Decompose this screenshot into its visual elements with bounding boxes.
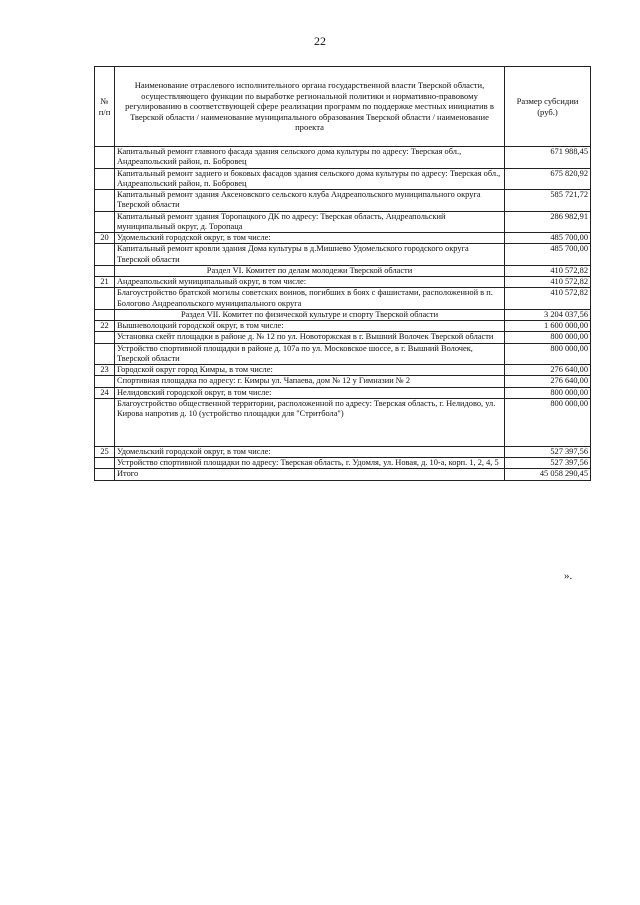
row-amount: 527 397,56: [505, 458, 591, 469]
row-number: [95, 469, 115, 480]
row-number: 22: [95, 321, 115, 332]
row-amount: 410 572,82: [505, 265, 591, 276]
table-row: [95, 332, 591, 343]
header-num: № п/п: [95, 67, 115, 147]
header-name: Наименование отраслевого исполнительного органа государственной власти Тверской области, осуществляющего функции по выработке региональной политики и нормативно-правовому регулированию в соответствующей сфере реализации программ по поддержке местных инициатив в Тверской области / наименование муниципального образования Тверской области / наименование проекта: [115, 67, 505, 147]
row-amount: 1 600 000,00: [505, 321, 591, 332]
row-amount: 3 204 037,56: [505, 309, 591, 320]
row-amount: 276 640,00: [505, 376, 591, 387]
row-amount: 276 640,00: [505, 365, 591, 376]
row-number: 23: [95, 365, 115, 376]
table-row: [95, 244, 591, 266]
row-name: Капитальный ремонт заднего и боковых фасадов здания сельского дома культуры по адресу: Тверская обл., Андреапольский район, п. Бобровец: [115, 168, 505, 190]
row-number: 20: [95, 233, 115, 244]
row-name: Установка скейт площадки в районе д. № 12 по ул. Новоторжская в г. Вышний Волочек Тверской области: [115, 332, 505, 343]
row-name: Благоустройство братской могилы советских воинов, погибших в боях с фашистами, расположенной в п. Бологово Андреапольского муниципального округа: [115, 288, 505, 310]
row-amount: 585 721,72: [505, 190, 591, 212]
row-name: Раздел VI. Комитет по делам молодежи Тверской области: [115, 265, 505, 276]
row-amount: 527 397,56: [505, 446, 591, 457]
row-number: [95, 309, 115, 320]
row-name: Итого: [115, 469, 505, 480]
row-amount: 485 700,00: [505, 233, 591, 244]
row-amount: 671 988,45: [505, 147, 591, 169]
table-row: [95, 458, 591, 469]
section-row: [95, 265, 591, 276]
row-number: [95, 190, 115, 212]
row-number: [95, 343, 115, 365]
row-name: Вышневолоцкий городской округ, в том числе:: [115, 321, 505, 332]
row-amount: 800 000,00: [505, 332, 591, 343]
row-amount: 410 572,82: [505, 277, 591, 288]
row-number: 24: [95, 387, 115, 398]
row-amount: 675 820,92: [505, 168, 591, 190]
header-amount: Размер субсидии (руб.): [505, 67, 591, 147]
row-number: [95, 168, 115, 190]
table-row: [95, 168, 591, 190]
row-name: Раздел VII. Комитет по физической культуре и спорту Тверской области: [115, 309, 505, 320]
row-number: [95, 332, 115, 343]
row-name: Удомельский городской округ, в том числе:: [115, 446, 505, 457]
row-name: Городской округ город Кимры, в том числе:: [115, 365, 505, 376]
row-name: Капитальный ремонт главного фасада здания сельского дома культуры по адресу: Тверская обл., Андреапольский район, п. Бобровец: [115, 147, 505, 169]
table-row: [95, 387, 591, 398]
table-row: [95, 398, 591, 446]
section-row: [95, 309, 591, 320]
row-amount: 410 572,82: [505, 288, 591, 310]
table-row: [95, 469, 591, 480]
row-name: Благоустройство общественной территории, расположенной по адресу: Тверская область, г. Нелидово, ул. Кирова напротив д. 10 (устройство площадки для "Стритбола"): [115, 398, 505, 446]
table-row: [95, 321, 591, 332]
row-number: [95, 244, 115, 266]
row-number: [95, 147, 115, 169]
table-row: [95, 446, 591, 457]
row-name: Андреапольский муниципальный округ, в том числе:: [115, 277, 505, 288]
subsidy-table: [94, 66, 591, 481]
row-number: [95, 288, 115, 310]
row-name: Удомельский городской округ, в том числе:: [115, 233, 505, 244]
table-row: [95, 343, 591, 365]
table-row: [95, 365, 591, 376]
table-row: [95, 190, 591, 212]
row-name: Спортивная площадка по адресу: г. Кимры ул. Чапаева, дом № 12 у Гимназии № 2: [115, 376, 505, 387]
table-row: [95, 277, 591, 288]
row-number: [95, 398, 115, 446]
page-number: 22: [314, 34, 326, 48]
table-row: [95, 376, 591, 387]
row-name: Капитальный ремонт здания Аксеновского сельского клуба Андреапольского муниципального округа Тверской области: [115, 190, 505, 212]
row-name: Капитальный ремонт здания Торопацкого ДК по адресу: Тверская область, Андреапольский муниципальный округ, д. Торопаца: [115, 211, 505, 233]
row-number: [95, 458, 115, 469]
table-row: [95, 288, 591, 310]
table-row: [95, 147, 591, 169]
row-amount: 286 982,91: [505, 211, 591, 233]
row-name: Устройство спортивной площадки по адресу: Тверская область, г. Удомля, ул. Новая, д. 10-а, корп. 1, 2, 4, 5: [115, 458, 505, 469]
row-amount: 800 000,00: [505, 398, 591, 446]
row-amount: 485 700,00: [505, 244, 591, 266]
row-amount: 800 000,00: [505, 387, 591, 398]
closing-mark: ».: [564, 570, 573, 582]
table-header-row: [95, 67, 591, 147]
row-amount: 800 000,00: [505, 343, 591, 365]
table-row: [95, 211, 591, 233]
row-name: Устройство спортивной площадки в районе д. 107а по ул. Московское шоссе, в г. Вышний Волочек, Тверской области: [115, 343, 505, 365]
row-number: [95, 376, 115, 387]
row-amount: 45 058 290,45: [505, 469, 591, 480]
row-number: 21: [95, 277, 115, 288]
row-name: Капитальный ремонт кровли здания Дома культуры в д.Мишнево Удомельского городского округа Тверской области: [115, 244, 505, 266]
row-number: [95, 211, 115, 233]
table-row: [95, 233, 591, 244]
row-number: [95, 265, 115, 276]
row-name: Нелидовский городской округ, в том числе:: [115, 387, 505, 398]
row-number: 25: [95, 446, 115, 457]
